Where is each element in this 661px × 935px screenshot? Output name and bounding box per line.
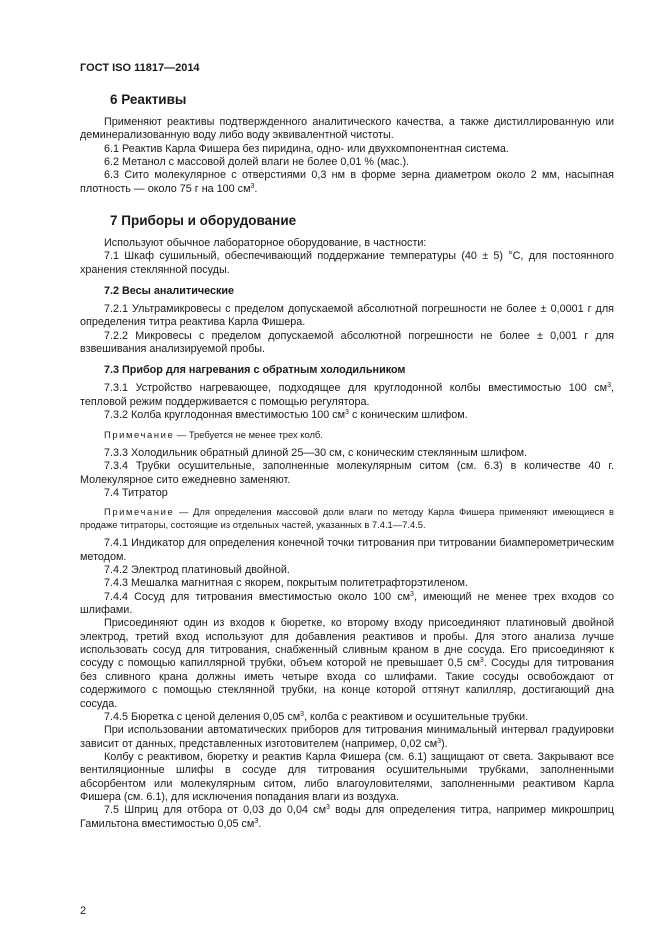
item-7-3-4: 7.3.4 Трубки осушительные, заполненные молекулярным ситом (см. 6.3) в количестве 40 г. Молекулярное сито ежедневно заменяют.	[80, 460, 614, 486]
paragraph-flask: Колбу с реактивом, бюретку и реактив Карла Фишера (см. 6.1) защищают от света. Закрывают все вентиляционные шлифы в сосуде для титрования осушительными трубками, заполненными абсорбентом или молекулярным ситом, либо влагоуловителями, заполненными реактивом Карла Фишера (см. 6.1), для исключения попадания влаги из воздуха.	[80, 750, 614, 803]
page-number: 2	[80, 905, 87, 917]
item-7-3-3: 7.3.3 Холодильник обратный длиной 25—30 см, с коническим стеклянным шлифом.	[104, 447, 528, 459]
section-6-title: 6 Реактивы	[110, 92, 187, 107]
item-7-4-5: 7.4.5 Бюретка с ценой деления 0,05 $см^3$, колба с реактивом и осушительные трубки.	[104, 710, 529, 723]
item-6-3: 6.3 Сито молекулярное с отверстиями 0,3 нм в форме зерна диаметром около 2 мм, насыпная плотность — около 75 г на 100 $см^3$.	[80, 169, 614, 195]
note-7-4: Примечание — Для определения массовой доли влаги по методу Карла Фишера применяют имеющиеся в продаже титраторы, состоящие из отдельных частей, указанных в 7.4.1—7.4.5.	[80, 506, 614, 530]
item-6-2: 6.2 Метанол с массовой долей влаги не более 0,01 % (мас.).	[104, 156, 410, 169]
item-6-1: 6.1 Реактив Карла Фишера без пиридина, одно- или двухкомпонентная система.	[104, 142, 509, 155]
note-7-3-2: Примечание — Требуется не менее трех колб.	[104, 428, 323, 440]
item-7-2-2: 7.2.2 Микровесы с пределом допускаемой абсолютной погрешности не более ± 0,001 г для взвешивания анализируемой пробы.	[80, 329, 614, 356]
item-7-3-2: 7.3.2 Колба круглодонная вместимостью 100 $см^3$ с коническим шлифом.	[104, 409, 468, 422]
item-7-1: 7.1 Шкаф сушильный, обеспечивающий поддержание температуры (40 ± 5) °С, для постоянного хранения стеклянной посуды.	[80, 250, 614, 276]
document-header: ГОСТ ISO 11817—2014	[80, 62, 200, 74]
sec7-intro: Используют обычное лабораторное оборудование, в частности:	[104, 237, 427, 250]
subsection-7-2-title: 7.2 Весы аналитические	[104, 285, 235, 298]
item-7-4-2: 7.4.2 Электрод платиновый двойной.	[104, 564, 290, 577]
item-7-4-3: 7.4.3 Мешалка магнитная с якорем, покрытым политетрафторэтиленом.	[104, 577, 468, 590]
item-7-2-1: 7.2.1 Ультрамикровесы с пределом допускаемой абсолютной погрешности не более ± 0,0001 г для определения титра реактива Карла Фишера.	[80, 303, 614, 329]
subsection-7-3-title: 7.3 Прибор для нагревания с обратным холодильником	[104, 364, 406, 377]
item-7-4: 7.4 Титратор	[104, 487, 168, 500]
item-7-4-4: 7.4.4 Сосуд для титрования вместимостью около 100 $см^3$, имеющий не менее трех входов со шлифами.	[80, 590, 614, 617]
page-content	[80, 92, 614, 831]
paragraph-automatic: При использовании автоматических приборов для титрования минимальный интервал градуировки зависит от данных, представленных изготовителем (например, 0,02 $см^3$).	[80, 724, 614, 750]
sec6-intro: Применяют реактивы подтвержденного аналитического качества, а также дистиллированную или деминерализованную воду либо воду эквивалентной чистоты.	[80, 116, 614, 142]
item-7-4-1: 7.4.1 Индикатор для определения конечной точки титрования при титровании биамперометрическим методом.	[80, 537, 614, 563]
section-7-title: 7 Приборы и оборудование	[110, 213, 297, 229]
paragraph-connection: Присоединяют один из входов к бюретке, ко второму входу присоединяют платиновый двойной электрод, третий вход используют для добавления реактивов и пробы. Для этого анализа лучше использовать сосуд для титрования, снабженный сливным краном в дне сосуда. Его присоединяют к сосуду с помощью капиллярной трубки, объем которой не превышает 0,5 $см^3$. Сосуды для титрования без сливного крана должны иметь четыре входа со шлифами. Такие сосуды освобождают от содержимого с помощью стеклянной трубки, на конце которой оттянут капилляр, достигающий дна сосуда.	[80, 617, 614, 710]
item-7-3-1: 7.3.1 Устройство нагревающее, подходящее для круглодонной колбы вместимостью 100 $см^3$, тепловой режим поддерживается с помощью регулятора.	[80, 382, 614, 408]
item-7-5: 7.5 Шприц для отбора от 0,03 до 0,04 $см^3$ воды для определения титра, например микрошприц Гамильтона вместимостью 0,05 $см^3$.	[80, 804, 614, 830]
